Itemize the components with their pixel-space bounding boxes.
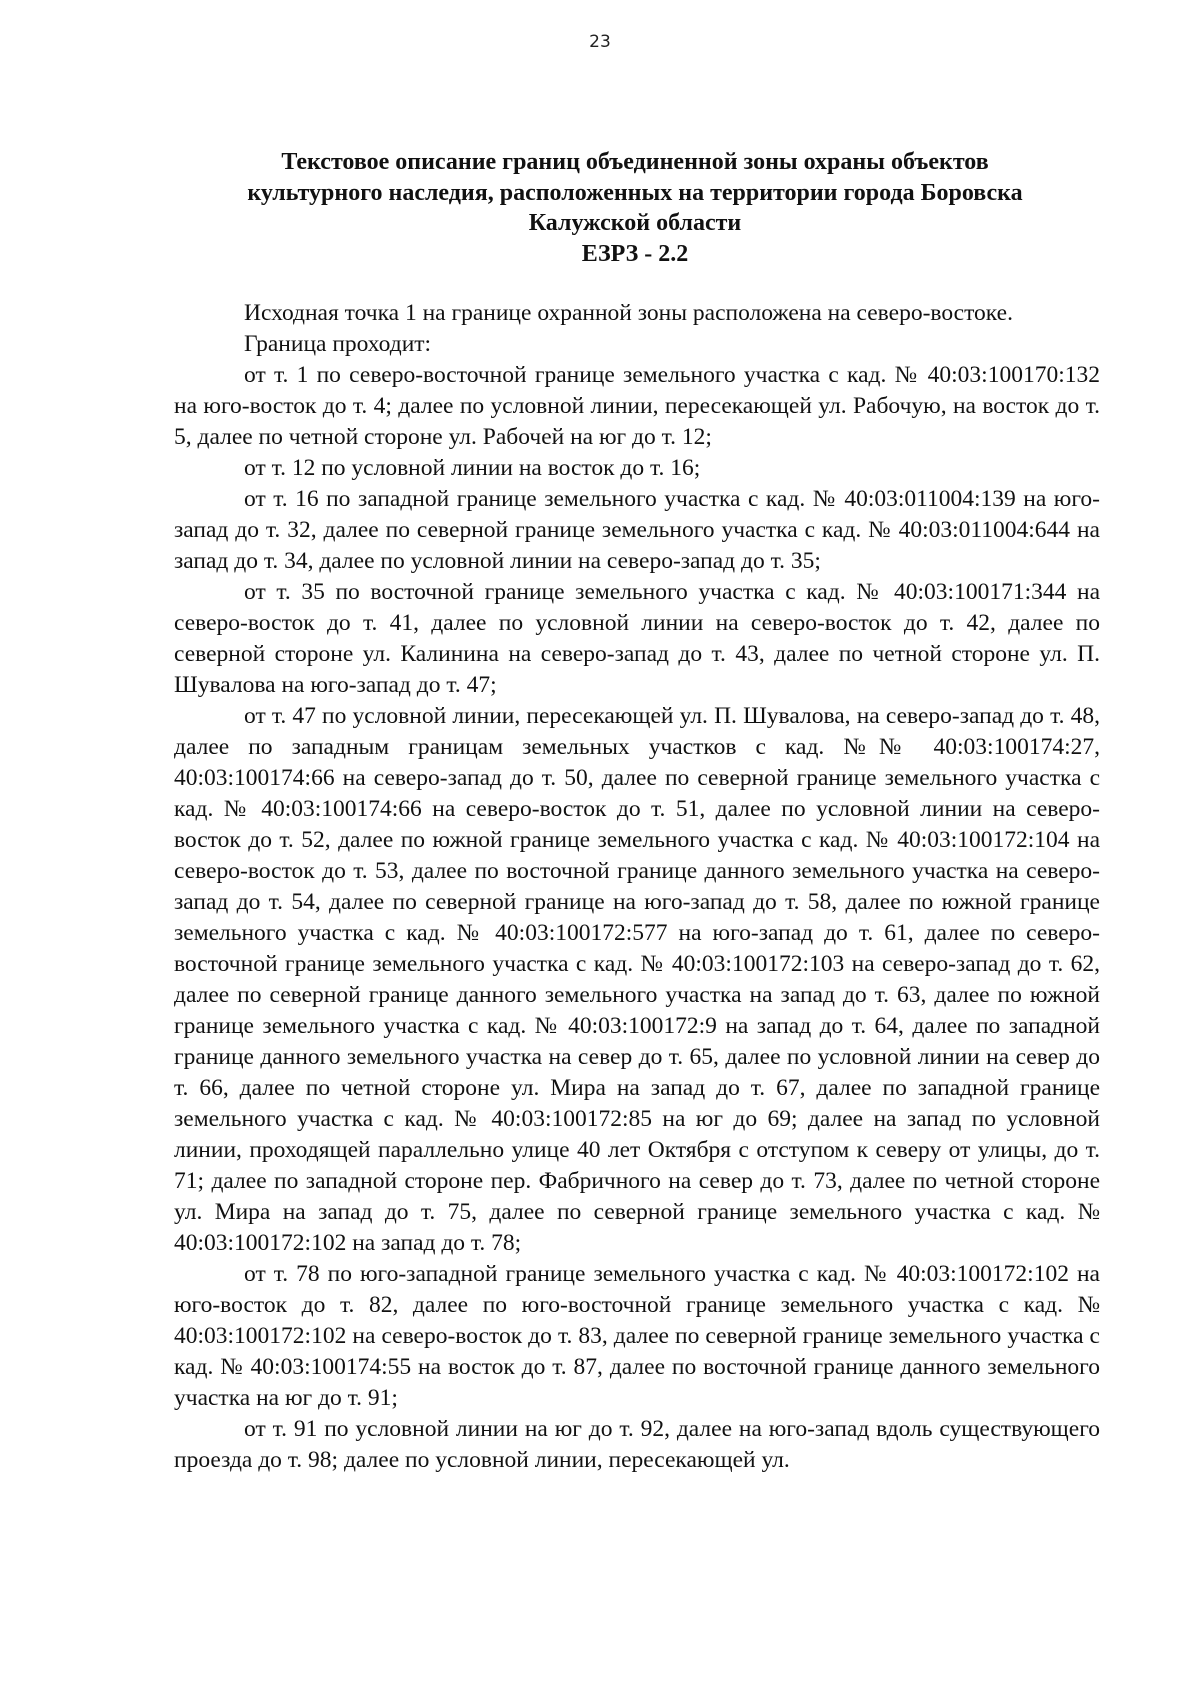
document-title: [170, 147, 1100, 269]
title-line-1: Текстовое описание границ объединенной зоны охраны объектов: [281, 149, 989, 175]
document-body: [174, 298, 1100, 1476]
paragraph-boundary-intro: Граница проходит:: [244, 331, 432, 357]
title-line-4: ЕЗРЗ - 2.2: [581, 240, 689, 267]
paragraph-segment-1: от т. 1 по северо-восточной границе земельного участка с кад. № 40:03:100170:132 на юго-восток до т. 4; далее по условной линии, пересекающей ул. Рабочую, на восток до т. 5, далее по четной стороне ул. Рабочей на юг до т. 12;: [174, 362, 1100, 450]
paragraph-segment-12: от т. 12 по условной линии на восток до т. 16;: [244, 455, 701, 481]
paragraph-segment-47: от т. 47 по условной линии, пересекающей ул. П. Шувалова, на северо-запад до т. 48, далее по западным границам земельных участков с кад. №№ 40:03:100174:27, 40:03:100174:66 на северо-запад до т. 50, далее по северной границе земельного участка с кад. № 40:03:100174:66 на северо-восток до т. 51, далее по условной линии на северо-восток до т. 52, далее по южной границе земельного участка с кад. № 40:03:100172:104 на северо-восток до т. 53, далее по восточной границе данного земельного участка на северо-запад до т. 54, далее по северной границе на юго-запад до т. 58, далее по южной границе земельного участка с кад. № 40:03:100172:577 на юго-запад до т. 61, далее по северо-восточной границе земельного участка с кад. № 40:03:100172:103 на северо-запад до т. 62, далее по северной границе данного земельного участка на запад до т. 63, далее по южной границе земельного участка с кад. № 40:03:100172:9 на запад до т. 64, далее по западной границе данного земельного участка на север до т. 65, далее по условной линии на север до т. 66, далее по четной стороне ул. Мира на запад до т. 67, далее по западной границе земельного участка с кад. № 40:03:100172:85 на юг до 69; далее на запад по условной линии, проходящей параллельно улице 40 лет Октября с отступом к северу от улицы, до т. 71; далее по западной стороне пер. Фабричного на север до т. 73, далее по четной стороне ул. Мира на запад до т. 75, далее по северной границе земельного участка с кад. № 40:03:100172:102 на запад до т. 78;: [174, 703, 1100, 1256]
title-line-3: Калужской области: [528, 210, 742, 236]
paragraph-segment-16: от т. 16 по западной границе земельного участка с кад. № 40:03:011004:139 на юго-запад до т. 32, далее по северной границе земельного участка с кад. № 40:03:011004:644 на запад до т. 34, далее по условной линии на северо-запад до т. 35;: [174, 486, 1100, 574]
title-line-2: культурного наследия, расположенных на территории города Боровска: [247, 179, 1023, 206]
paragraph-segment-91: от т. 91 по условной линии на юг до т. 92, далее на юго-запад вдоль существующего проезда до т. 98; далее по условной линии, пересекающей ул.: [174, 1416, 1100, 1473]
paragraph-segment-35: от т. 35 по восточной границе земельного участка с кад. № 40:03:100171:344 на северо-восток до т. 41, далее по условной линии на северо-восток до т. 42, далее по северной стороне ул. Калинина на северо-запад до т. 43, далее по четной стороне ул. П. Шувалова на юго-запад до т. 47;: [174, 579, 1100, 698]
paragraph-start-point: Исходная точка 1 на границе охранной зоны расположена на северо-востоке.: [244, 300, 1013, 326]
page-number: 23: [589, 32, 611, 52]
paragraph-segment-78: от т. 78 по юго-западной границе земельного участка с кад. № 40:03:100172:102 на юго-восток до т. 82, далее по юго-восточной границе земельного участка с кад. № 40:03:100172:102 на северо-восток до т. 83, далее по северной границе земельного участка с кад. № 40:03:100174:55 на восток до т. 87, далее по восточной границе данного земельного участка на юг до т. 91;: [174, 1261, 1100, 1411]
